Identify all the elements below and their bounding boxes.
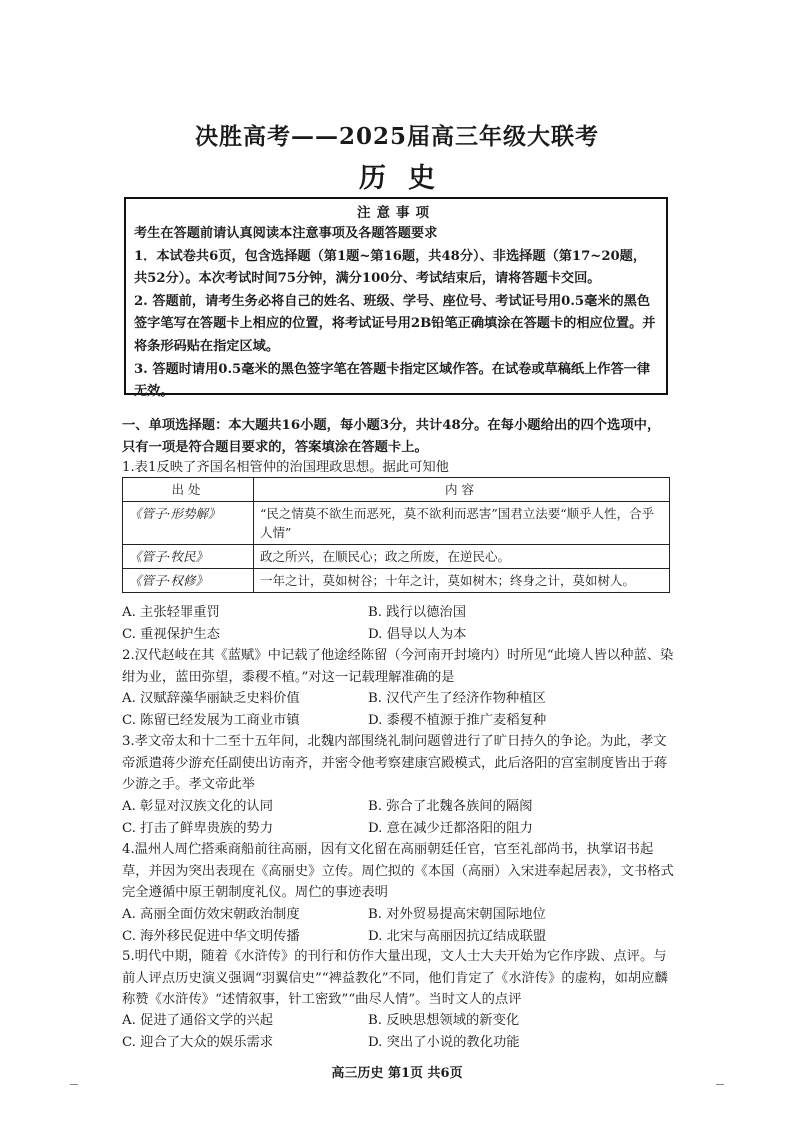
option-b[interactable]: B. 弥合了北魏各族间的隔阂 [368,799,533,814]
notice-line: 3. 答题时请用0.5毫米的黑色签字笔在答题卡指定区域作答。在试卷或草稿纸上作答一律无效。 [134,361,651,400]
margin-mark [70,1084,78,1085]
option-d[interactable]: D. 黍稷不植源于推广麦稻复种 [368,712,547,728]
option-c[interactable]: C. 陈留已经发展为工商业市镇 [122,712,300,728]
notice-box [124,197,668,400]
option-b[interactable]: B. 对外贸易提高宋朝国际地位 [368,907,546,922]
section-intro: 一、单项选择题：本大题共16小题，每小题3分，共计48分。在每小题给出的四个选项中，只有一项是符合题目要求的，答案填涂在答题卡上。 [122,418,661,455]
margin-mark [716,1084,724,1085]
option-a[interactable]: A. 汉赋辞藻华丽缺乏史料价值 [122,691,300,706]
question-2-options [122,688,674,731]
option-a[interactable]: A. 高丽全面仿效宋朝政治制度 [122,907,300,922]
option-c[interactable]: C. 迎合了大众的娱乐需求 [122,1034,274,1050]
option-d[interactable]: D. 倡导以人为本 [368,626,467,642]
option-d[interactable]: D. 突出了小说的教化功能 [368,1034,520,1050]
option-b[interactable]: B. 践行以德治国 [368,605,467,620]
subject-title: 历史 [359,163,457,194]
question-4-stem: 4.温州人周伫搭乘商船前往高丽，因有文化留在高丽朝廷任官，官至礼部尚书，执掌诏书起草，并因为突出表现在《高丽史》立传。周伫拟的《本国（高丽）入宋进奉起居表》，文书格式完全遵循中原王朝制度礼仪。周伫的事迹表明 [122,842,674,900]
table-header-cell: 内容 [254,478,670,502]
question-1-stem: 1.表1反映了齐国名相管仲的治国理政思想。据此可知他 [122,460,449,475]
table-header-cell: 出处 [123,478,254,502]
question-1-table [122,477,670,593]
table-cell-source: 《管子·权修》 [123,569,254,593]
table-cell-content: 政之所兴，在顺民心；政之所废，在逆民心。 [254,545,670,569]
question-5-stem: 5.明代中期，随着《水浒传》的刊行和仿作大量出现，文人士大夫开始为它作序跋、点评。与前人评点历史演义强调“羽翼信史”“裨益教化”不同，他们肯定了《水浒传》的虚构，如胡应麟称赞《水浒传》“述情叙事，针工密致”“曲尽人情”。当时文人的点评 [122,949,668,1007]
option-b[interactable]: B. 反映思想领域的新变化 [368,1013,520,1028]
table-cell-source: 《管子·牧民》 [123,545,254,569]
notice-line: 2. 答题前，请考生务必将自己的姓名、班级、学号、座位号、考试证号用0.5毫米的黑色签字笔写在答题卡上相应的位置，将考试证号用2B铅笔正确填涂在答题卡的相应位置。并将条形码贴在指定区域。 [134,293,656,354]
option-b[interactable]: B. 汉代产生了经济作物种植区 [368,691,546,706]
table-row [123,545,670,569]
table-row [123,502,670,545]
notice-heading: 注意事项 [357,205,435,221]
option-a[interactable]: A. 彰显对汉族文化的认同 [122,799,274,814]
question-3-stem: 3.孝文帝太和十二至十五年间，北魏内部围绕礼制问题曾进行了旷日持久的争论。为此，孝文帝派遣蒋少游充任副使出访南齐，并密令他考察建康宫殿模式，此后洛阳的宫室制度皆出于蒋少游之手。孝文帝此举 [122,734,668,792]
table-row [123,569,670,593]
table-cell-source: 《管子·形势解》 [123,502,254,545]
notice-line: 1．本试卷共6页，包含选择题（第1题~第16题，共48分）、非选择题（第17~20题，共52分）。本次考试时间75分钟，满分100分、考试结束后，请将答题卡交回。 [134,248,647,287]
option-c[interactable]: C. 打击了鲜卑贵族的势力 [122,820,274,836]
table-cell-content: 一年之计，莫如树谷；十年之计，莫如树木；终身之计，莫如树人。 [254,569,670,593]
question-3-options [122,796,674,839]
question-2-stem: 2.汉代赵岐在其《蓝赋》中记载了他途经陈留（今河南开封境内）时所见“此境人皆以种蓝、染绀为业，蓝田弥望，黍稷不植。”对这一记载理解准确的是 [122,648,674,685]
option-d[interactable]: D. 意在减少迁都洛阳的阻力 [368,820,533,836]
option-a[interactable]: A. 主张轻罪重罚 [122,605,220,620]
option-d[interactable]: D. 北宋与高丽因抗辽结成联盟 [368,928,547,944]
question-4-options [122,904,674,947]
option-c[interactable]: C. 海外移民促进中华文明传播 [122,928,300,944]
table-cell-content: “民之情莫不欲生而恶死，莫不欲利而恶害”国君立法要“顺乎人性，合乎人情” [254,502,670,545]
notice-line: 考生在答题前请认真阅读本注意事项及各题答题要求 [134,226,438,241]
option-c[interactable]: C. 重视保护生态 [122,626,220,642]
page-footer: 高三历史 第1页 共6页 [331,1066,463,1081]
question-1-options [122,602,674,645]
option-a[interactable]: A. 促进了通俗文学的兴起 [122,1013,274,1028]
table-header-row [123,478,670,502]
exam-title: 决胜高考——2025届高三年级大联考 [194,123,599,150]
question-5-options [122,1010,674,1053]
